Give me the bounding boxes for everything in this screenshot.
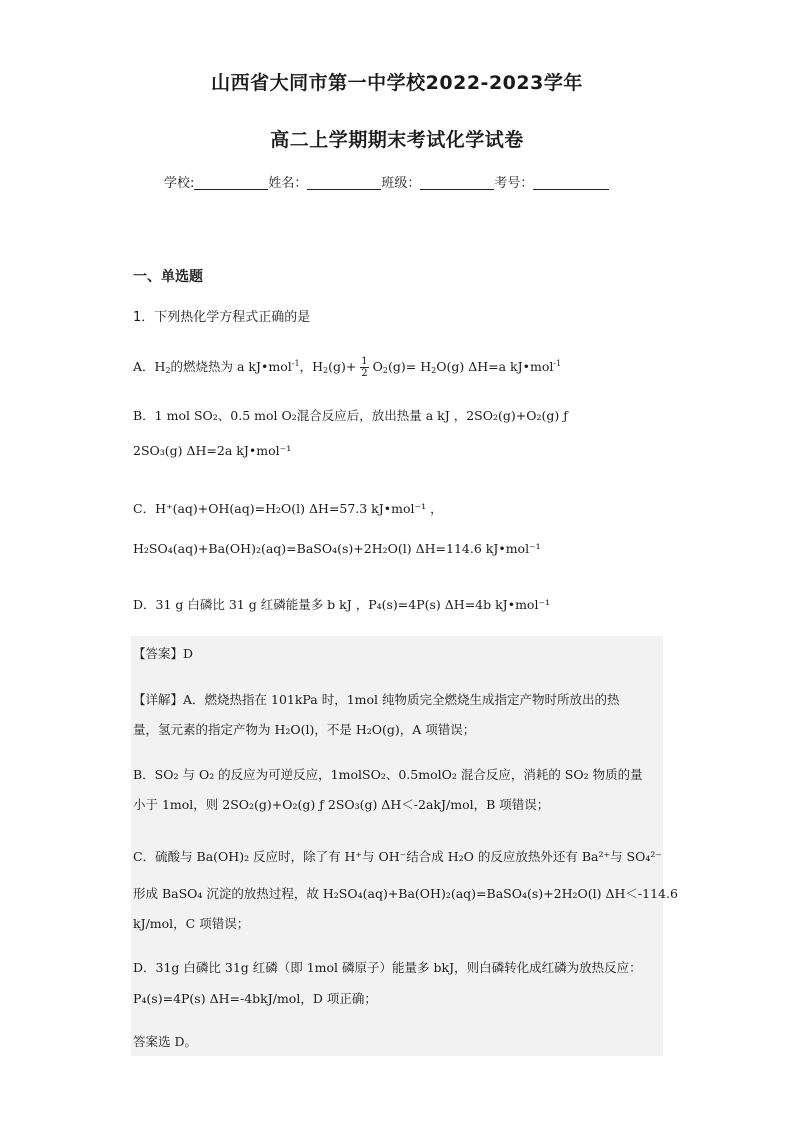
detail-line: 答案选 D。 <box>133 1034 197 1049</box>
detail-line: 【详解】A．燃烧热指在 101kPa 时，1mol 纯物质完全燃烧生成指定产物时所放出的热 <box>133 692 620 707</box>
school-label: 学校: <box>164 176 195 191</box>
exam-title-line2: 高二上学期期末考试化学试卷 <box>270 129 524 151</box>
option-a-text-7: O(g) ΔH=a kJ•mol <box>436 359 554 374</box>
option-c-line1: C．H⁺(aq)+OH(aq)=H₂O(l) ΔH=57.3 kJ•mol⁻¹ ， <box>133 501 443 516</box>
option-a: A．$H_2$的燃烧热为 a kJ•mol$^{-1}$，$H_2(g)+$ $\frac{1}{2}$ $O_2(g)= H_2O(g)$ ΔH=a kJ•mol$^{-1}$ <box>133 356 562 379</box>
name-blank[interactable] <box>307 175 381 190</box>
option-a-text-6: (g)= H <box>388 359 432 374</box>
option-a-text-2: 的燃烧热为 a kJ•mol <box>170 359 292 374</box>
detail-line: P₄(s)=4P(s) ΔH=-4bkJ/mol，D 项正确； <box>133 991 377 1006</box>
detail-line: 小于 1mol，则 2SO₂(g)+O₂(g) ƒ 2SO₃(g) ΔH＜-2akJ/mol，B 项错误； <box>133 797 550 812</box>
option-c-line2: H₂SO₄(aq)+Ba(OH)₂(aq)=BaSO₄(s)+2H₂O(l) ΔH=114.6 kJ•mol⁻¹ <box>133 541 541 556</box>
option-a-text-5: O <box>372 359 383 374</box>
exam-title-line1: 山西省大同市第一中学校2022-2023学年 <box>211 72 583 94</box>
class-blank[interactable] <box>420 175 494 190</box>
detail-line: B．SO₂ 与 O₂ 的反应为可逆反应，1molSO₂、0.5molO₂ 混合反应，消耗的 SO₂ 物质的量 <box>133 767 643 782</box>
class-label: 班级： <box>381 176 421 191</box>
exam-no-label: 考号： <box>494 176 534 191</box>
school-blank[interactable] <box>194 175 268 190</box>
detail-line: C．硫酸与 Ba(OH)₂ 反应时，除了有 H⁺与 OH⁻结合成 H₂O 的反应放热外还有 Ba²⁺与 SO₄²⁻ <box>133 849 662 864</box>
answer-label: 【答案】D <box>133 646 194 661</box>
option-a-text-3: ，H <box>299 359 323 374</box>
fraction-one-half <box>360 356 368 379</box>
question-stem: 1．下列热化学方程式正确的是 <box>133 310 311 325</box>
option-b-line1: B．1 mol SO₂、0.5 mol O₂混合反应后，放出热量 a kJ ，2SO₂(g)+O₂(g) ƒ <box>133 408 568 423</box>
exam-no-blank[interactable] <box>533 175 609 190</box>
option-a-text-4: (g)+ <box>328 359 357 374</box>
detail-line: D．31g 白磷比 31g 红磷（即 1mol 磷原子）能量多 bkJ，则白磷转化成红磷为放热反应： <box>133 960 642 975</box>
detail-line: 形成 BaSO₄ 沉淀的放热过程，故 H₂SO₄(aq)+Ba(OH)₂(aq)=BaSO₄(s)+2H₂O(l) ΔH＜-114.6 <box>133 886 678 901</box>
fraction-numerator: 1 <box>361 356 368 367</box>
section-title: 一、单选题 <box>133 269 203 285</box>
detail-line: 量，氢元素的指定产物为 H₂O(l)，不是 H₂O(g)，A 项错误； <box>133 722 476 737</box>
fraction-denominator: 2 <box>361 368 368 379</box>
option-d: D．31 g 白磷比 31 g 红磷能量多 b kJ ，P₄(s)=4P(s) ΔH=4b kJ•mol⁻¹ <box>133 597 551 612</box>
student-info-row <box>164 172 609 191</box>
detail-line: kJ/mol，C 项错误； <box>133 916 250 931</box>
option-a-text-1: A．H <box>133 359 166 374</box>
option-b-line2: 2SO₃(g) ΔH=2a kJ•mol⁻¹ <box>133 443 292 458</box>
name-label: 姓名： <box>268 176 308 191</box>
